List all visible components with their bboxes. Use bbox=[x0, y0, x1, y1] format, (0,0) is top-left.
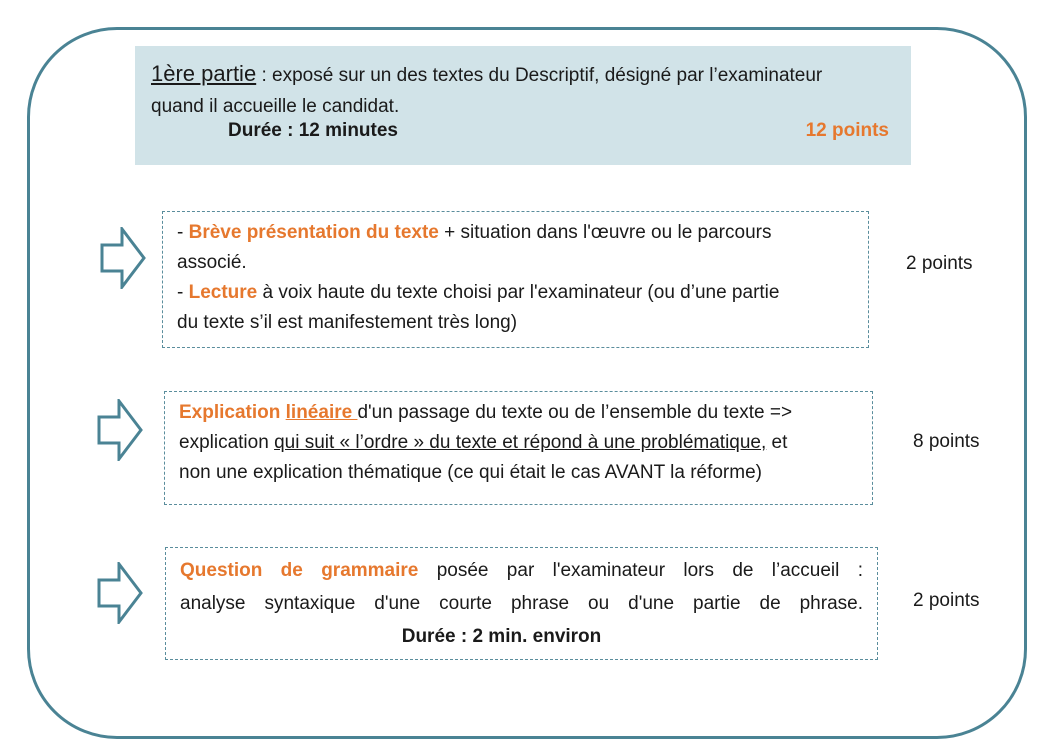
header-panel bbox=[135, 46, 911, 165]
presentation-text: + situation dans l'œuvre ou le parcours bbox=[438, 222, 772, 243]
right-arrow-icon bbox=[100, 227, 146, 289]
header-line-2: quand il accueille le candidat. bbox=[151, 96, 400, 117]
explication-text-2a: explication bbox=[179, 432, 275, 453]
dash: - bbox=[177, 222, 189, 243]
presentation-box bbox=[162, 211, 869, 348]
part-title: 1ère partie bbox=[151, 61, 257, 86]
grammar-duration: Durée : 2 min. environ bbox=[401, 626, 602, 647]
explication-box bbox=[164, 391, 873, 505]
header-line-1 bbox=[151, 58, 895, 91]
dash: - bbox=[177, 282, 189, 303]
reading-text: à voix haute du texte choisi par l'examinateur (ou d’une partie bbox=[257, 282, 780, 303]
reading-line-1 bbox=[177, 278, 854, 308]
lineaire-highlight: linéaire bbox=[285, 402, 358, 423]
header-duration: Durée : 12 minutes bbox=[228, 120, 398, 141]
header-points: 12 points bbox=[805, 120, 889, 141]
reading-highlight: Lecture bbox=[188, 282, 258, 303]
right-arrow-icon bbox=[97, 562, 143, 624]
grammar-box bbox=[165, 547, 878, 660]
reading-line-2: du texte s’il est manifestement très long) bbox=[177, 312, 518, 333]
explication-highlight: Explication bbox=[179, 402, 286, 423]
explication-line-2 bbox=[179, 428, 858, 458]
presentation-points: 2 points bbox=[906, 253, 973, 274]
explication-underlined: qui suit « l’ordre » du texte et répond à une problématique, bbox=[274, 432, 767, 453]
explication-line-1 bbox=[179, 398, 858, 428]
header-description: : exposé sur un des textes du Descriptif, désigné par l’examinateur bbox=[256, 65, 823, 86]
presentation-line-1 bbox=[177, 218, 854, 248]
grammar-line-1 bbox=[180, 554, 863, 587]
explication-line-3: non une explication thématique (ce qui était le cas AVANT la réforme) bbox=[179, 462, 762, 483]
grammar-points: 2 points bbox=[913, 590, 980, 611]
explication-points: 8 points bbox=[913, 431, 980, 452]
grammar-line-2: analyse syntaxique d'une courte phrase ou d'une partie de phrase. bbox=[180, 593, 863, 614]
explication-text-2b: et bbox=[766, 432, 788, 453]
right-arrow-icon bbox=[97, 399, 143, 461]
grammar-highlight: Question de grammaire bbox=[180, 560, 419, 581]
explication-text-1: d'un passage du texte ou de l’ensemble du texte => bbox=[357, 402, 793, 423]
grammar-text-1: posée par l'examinateur lors de l’accueil : bbox=[418, 560, 863, 581]
presentation-line-2: associé. bbox=[177, 252, 247, 273]
presentation-highlight: Brève présentation du texte bbox=[188, 222, 439, 243]
